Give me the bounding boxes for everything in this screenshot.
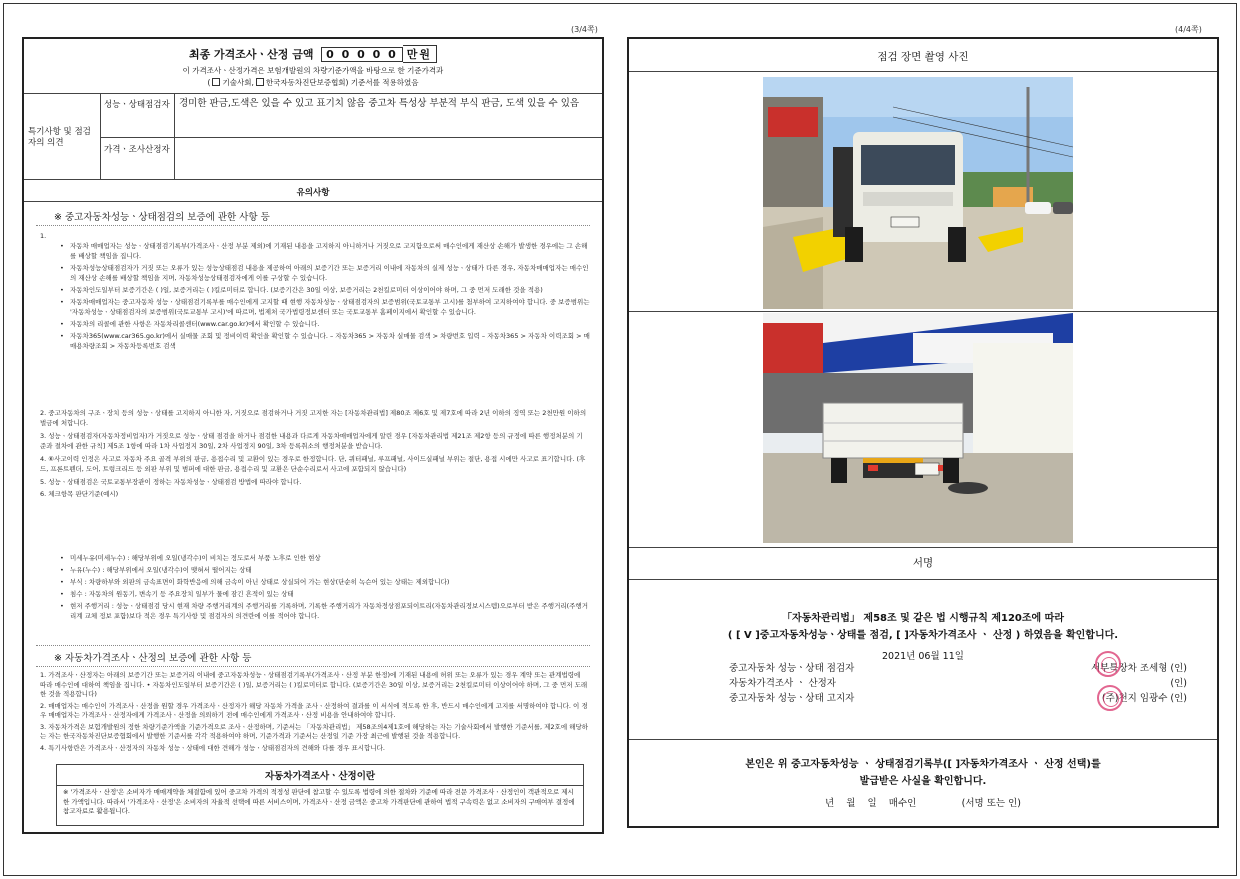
list-item: 5. 성능ㆍ상태점검은 국토교통부장관이 정하는 자동차성능ㆍ상태점검 방법에 따라야 합니다. bbox=[40, 478, 302, 486]
list-item: • 부식 : 차량하부와 외판의 금속표면이 화학반응에 의해 금속이 아닌 상태로 상실되어 가는 현상(단순히 녹슨어 있는 상태는 제외합니다) bbox=[60, 577, 590, 587]
check-criteria-list bbox=[60, 553, 590, 623]
final-price-heading bbox=[24, 45, 602, 63]
signer-name-notifier: (주)천지 임광수 (인) bbox=[1101, 693, 1187, 704]
inspection-confirmation: ( [ V ]중고자동차성능ㆍ상태를 점검, [ ]자동차가격조사 ㆍ 산정 ) 하였음을 확인합니다. bbox=[727, 630, 1119, 641]
checkbox-kadva[interactable] bbox=[256, 78, 264, 86]
section1-items bbox=[40, 409, 588, 500]
list-item: • 자동차매매업자는 중고자동차 성능ㆍ상태점검기록부를 매수인에게 고지할 때 현행 자동차성능ㆍ상태점검자의 보증범위(국토교통부 고시)를 첨부하여 고지하여야 합니다. 중 보증범위는 '자동차성능ㆍ상태점검자의 보증범위(국토교통부 고시)'에 따르며, 법제처 국가법령정보센터 또는 국토교통부 홈페이지에서 확인할 수 있습니다. bbox=[60, 297, 590, 317]
list-item: • 자동차의 리콜에 관한 사항은 자동차리콜센터(www.car.go.kr)에서 확인할 수 있습니다. bbox=[60, 319, 590, 329]
appraisal-definition-title: 자동차가격조사ㆍ산정이란 bbox=[57, 765, 583, 786]
appraisal-definition-box bbox=[56, 764, 584, 826]
inspector-opinion-text: 경미한 판금,도색은 있을 수 있고 표기치 않음 중고차 특성상 부분적 부식 판금, 도색 있을 수 있음 bbox=[179, 98, 580, 109]
notice-title: 유의사항 bbox=[296, 188, 330, 198]
list-item: • 자동차 매매업자는 성능ㆍ상태점검기록부(가격조사ㆍ산정 부분 제외)에 기재된 내용을 고지하지 아니하거나 거짓으로 고지함으로써 매수인에게 재산상 손해가 발생한 경우에는 그 손해를 배상할 책임을 집니다. bbox=[60, 241, 590, 261]
list-item: • 자동차성능상태점검자가 거짓 또는 오류가 있는 성능상태점검 내용을 제공하여 아래의 보증기간 또는 보증거리 이내에 자동차의 실제 성능ㆍ상태가 다른 경우, 자동차매매업자는 매수인의 재산상 손해를 배상할 책임을 지며, 자동차성능상태점검자에게 이를 구상할 수 있습니다. bbox=[60, 263, 590, 283]
list-item: • 누유(누수) : 해당부위에서 오일(냉각수)이 맺혀서 떨어지는 상태 bbox=[60, 565, 590, 575]
page-number-right: (4/4쪽) bbox=[1175, 25, 1202, 34]
amount-unit: 만원 bbox=[403, 45, 437, 63]
section2-title: ※ 자동차가격조사ㆍ산정의 보증에 관한 사항 등 bbox=[54, 653, 252, 664]
photo-signature-panel bbox=[627, 37, 1219, 828]
list-item: • 자동차인도일부터 보증기간은 ( )일, 보증거리는 ( )킬로미터로 합니다. (보증기간은 30일 이상, 보증거리는 2천킬로미터 이상이어야 하며, 그 중 먼저 도래한 것을 적용) bbox=[60, 285, 590, 295]
checkbox-tech-society[interactable] bbox=[212, 78, 220, 86]
receipt-confirmation-2: 발급받은 사실을 확인합니다. bbox=[859, 776, 987, 787]
final-price-title: 최종 가격조사ㆍ산정 금액 bbox=[188, 48, 314, 61]
notifier-seal bbox=[1097, 685, 1123, 711]
inspection-photo-front bbox=[763, 77, 1073, 309]
signer-role-appraiser: 자동차가격조사 ㆍ 산정자 bbox=[729, 678, 836, 689]
receipt-confirmation-1: 본인은 위 중고자동차성능 ㆍ 상태점검기록부([ ]자동차가격조사 ㆍ 산정 선택)를 bbox=[745, 759, 1101, 770]
section1-title: ※ 중고자동차성능ㆍ상태점검의 보증에 관한 사항 등 bbox=[54, 212, 270, 223]
signature-section-title: 서명 bbox=[912, 557, 934, 569]
signer-role-notifier: 중고자동차 성능ㆍ상태 고지자 bbox=[729, 693, 855, 704]
appraisal-definition-text: ※ '가격조사ㆍ산정'은 소비자가 매매계약을 체결함에 있어 중고차 가격의 적정성 판단에 참고할 수 있도록 법령에 의한 절차와 기준에 따라 전문 가격조사ㆍ산정인이 객관적으로 제시한 가액입니다. 따라서 '가격조사ㆍ산정'은 소비자의 자율적 선택에 따른 서비스이며, 가격조사ㆍ산정 금액은 중고차 가격판단에 관하여 법적 구속력은 없고 소비자의 구매여부 결정에 참고자료로 활용됩니다. bbox=[63, 788, 575, 815]
list-item: • 현저 주행거리 : 성능ㆍ상태점검 당시 현재 차량 주행거리계의 주행거리를 기록하며, 기록한 주행거리가 자동차정상점포되이트리(자동차관리정보시스템)으로부터 받은 주행거리(주행거리계 교체 정보 포함)보다 적은 경우 특기사항 및 점검자의 의견란에 이를 적어야 합니다. bbox=[60, 601, 590, 621]
list-item: 2. 매매업자는 매수인이 가격조사ㆍ산정을 원할 경우 가격조사ㆍ산정자가 해당 자동차 가격을 조사ㆍ산정하여 결과를 이 서식에 적도록 한 후, 반드시 매수인에게 고지를 서명하여야 합니다. 이 경우 매매업자는 가격조사ㆍ산정자에게 가격조사ㆍ산정을 의뢰하기 전에 매수인에게 가격조사ㆍ산정 비용을 안내하여야 합니다. bbox=[40, 701, 588, 719]
law-reference: 「자동차관리법」 제58조 및 같은 법 시행규칙 제120조에 따라 bbox=[781, 613, 1065, 624]
list-item: • 자동차365(www.car365.go.kr)에서 실매물 조회 및 정비이력 확인을 확인할 수 있습니다. – 자동차365 > 자동차 실매물 검색 > 차량번호 입력 – 자동차365 > 자동차 이력조회 > 매매용차량조회 > 자동차등록번호 검색 bbox=[60, 331, 590, 351]
section2-items bbox=[40, 671, 588, 753]
opinion-label: 특기사항 및 점검자의 의견 bbox=[28, 127, 91, 148]
opinion-row2-label: 가격ㆍ조사산정자 bbox=[104, 145, 170, 155]
section1-item1-num: 1. bbox=[40, 232, 47, 240]
photo-section-title: 점검 장면 촬영 사진 bbox=[877, 51, 969, 63]
section1-bullets bbox=[60, 241, 590, 353]
list-item: 2. 중고자동차의 구조ㆍ장치 등의 성능ㆍ상태를 고지하지 아니한 자, 거짓으로 점검하거나 거짓 고지한 자는 [자동차관리법] 제80조 제6호 및 제7호에 따라 2년 이하의 징역 또는 2천만원 이하의 벌금에 처합니다. bbox=[40, 409, 587, 427]
list-item: 4. ⑥사고이력 인정은 사고로 자동차 주요 골격 부위의 판금, 용접수리 및 교환이 있는 경우로 한정합니다. 단, 쿼터패널, 루프패널, 사이드실패널 부위는 절단, 용접 시에만 사고로 표기합니다. (후드, 프론트펜더, 도어, 트렁크리드 등 외판 부위 및 범퍼에 대한 판금, 용접수리 및 교환은 단순수리로서 사고에 포함되지 않습니다) bbox=[40, 455, 586, 473]
buyer-signature-line: 년 월 일 매수인 (서명 또는 인) bbox=[825, 798, 1021, 809]
inspector-seal bbox=[1095, 651, 1121, 677]
opinion-row1-label: 성능ㆍ상태점검자 bbox=[104, 100, 170, 110]
list-item: 3. 자동차가격은 보험개발원의 정한 차량기준가액을 기준가격으로 조사ㆍ산정하며, 기준서는 「자동차관리법」 제58조의4제1호에 해당하는 자는 기술사회에서 발행한 기준서를, 제2호에 해당하는 자는 한국자동차진단보증협회에서 발행한 기준서를 각각 적용하여야 하며, 기준가격과 기준서는 산정일 기준 가장 최근에 발행된 것을 적용합니다. bbox=[40, 722, 588, 740]
signature-date: 2021년 06월 11일 bbox=[882, 651, 964, 662]
signer-roles bbox=[729, 661, 854, 706]
inspection-notes-panel bbox=[22, 37, 604, 834]
final-price-desc2: ( 기술사회, 한국자동차진단보증협회) 기준서를 적용하였음 bbox=[207, 78, 419, 87]
list-item: 4. 특기사항란은 가격조사ㆍ산정자의 자동차 성능ㆍ상태에 대한 견해가 성능ㆍ상태점검자의 견해와 다를 경우 표시합니다. bbox=[40, 743, 385, 752]
list-item: 1. 가격조사ㆍ산정자는 아래의 보증기간 또는 보증거리 이내에 중고자동차성능ㆍ상태점검기록부(가격조사ㆍ산정 부분 한정)에 기재된 내용에 허위 또는 오류가 있는 경우 계약 또는 관계법령에 따라 매수인에 대하여 책임을 집니다. • 자동차인도일부터 보증기간은 ( )일, 보증거리는 ( )킬로미터로 합니다. (보증기간은 30일 이상, 보증거리는 2천킬로미터 이상이어야 하며, 그 중 먼저 도래한 것을 적용합니다) bbox=[40, 671, 588, 698]
signer-role-inspector: 중고자동차 성능ㆍ상태 점검자 bbox=[729, 663, 855, 674]
list-item: • 미세누유(미세누수) : 해당부위에 오일(냉각수)이 비치는 정도로서 부품 노후로 인한 현상 bbox=[60, 553, 590, 563]
amount-value: 0 0 0 0 0 bbox=[321, 47, 403, 62]
list-item: • 침수 : 자동차의 원동기, 변속기 등 주요장치 일부가 물에 잠긴 흔적이 있는 상태 bbox=[60, 589, 590, 599]
page-number-left: (3/4쪽) bbox=[571, 25, 598, 34]
signer-name-appraiser: (인) bbox=[1170, 678, 1187, 689]
list-item: 3. 성능ㆍ상태점검자(자동차정비업자)가 거짓으로 성능ㆍ상태 점검을 하거나 점검한 내용과 다르게 자동차매매업자에게 알린 경우 [자동차관리법 제21조 제2항 등의 규정에 따른 행정처분의 기준과 절차에 관한 규칙] 제5조 1항에 따라 1차 사업정지 30일, 2차 사업정지 90일, 3차 등록취소의 행정처분을 받습니다. bbox=[40, 432, 583, 450]
inspection-photo-rear bbox=[763, 313, 1073, 543]
list-item: 6. 체크항목 판단기준(예시) bbox=[40, 489, 119, 498]
final-price-desc1: 이 가격조사ㆍ산정가격은 보험개발원의 차량기준가액을 바탕으로 한 기준가격과 bbox=[182, 66, 444, 75]
signer-name-inspector: 서부특장차 조세형 (인) bbox=[1090, 663, 1187, 674]
